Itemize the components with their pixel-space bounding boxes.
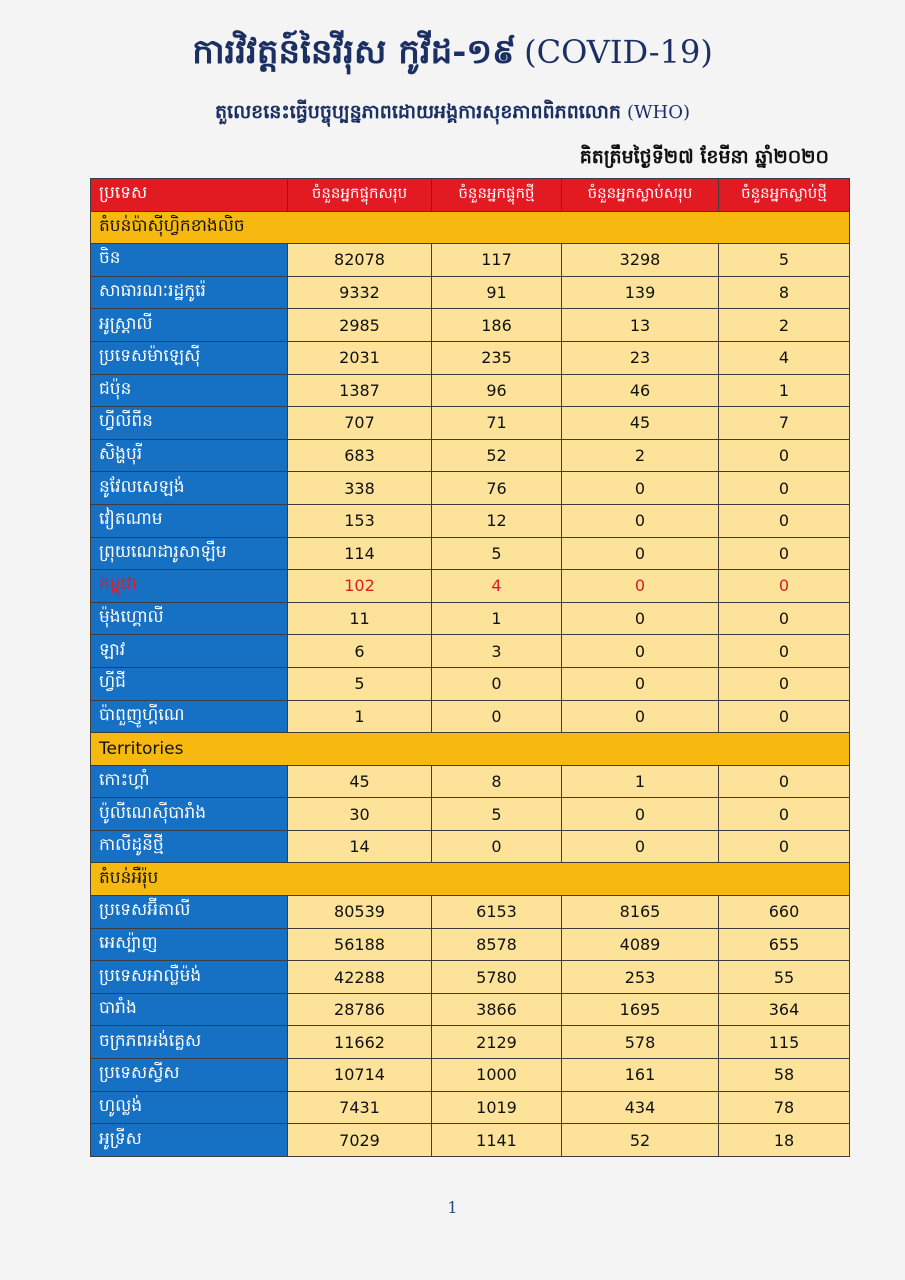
country-name: ប្រទេសអ៊ីតាលី [91, 896, 288, 929]
section-title: Territories [91, 733, 850, 766]
new-deaths-cell: 2 [719, 309, 850, 342]
total-deaths-cell: 0 [562, 570, 719, 603]
new-cases-cell: 0 [432, 667, 562, 700]
table-row [91, 961, 850, 994]
new-deaths-cell: 0 [719, 765, 850, 798]
total-cases-cell: 42288 [288, 961, 432, 994]
new-deaths-cell: 115 [719, 1026, 850, 1059]
country-name: បារាំង [91, 993, 288, 1026]
country-name: នូវែលសេឡង់ [91, 472, 288, 505]
new-deaths-cell: 55 [719, 961, 850, 994]
table-row [91, 309, 850, 342]
new-deaths-cell: 18 [719, 1124, 850, 1157]
total-deaths-cell: 23 [562, 341, 719, 374]
table-row [91, 1026, 850, 1059]
country-name: ប៉ូលីណេស៊ីបារាំង [91, 798, 288, 831]
new-deaths-cell: 78 [719, 1091, 850, 1124]
report-date: គិតត្រឹមថ្ងៃទី២៧ ខែមីនា ឆ្នាំ២០២០ [579, 146, 829, 168]
subtitle-latin: (WHO) [626, 102, 690, 123]
total-cases-cell: 45 [288, 765, 432, 798]
new-cases-cell: 3866 [432, 993, 562, 1026]
total-cases-cell: 102 [288, 570, 432, 603]
table-row [91, 993, 850, 1026]
section-row [91, 733, 850, 766]
table-row [91, 1059, 850, 1092]
table-row [91, 602, 850, 635]
new-cases-cell: 5 [432, 537, 562, 570]
table-row [91, 472, 850, 505]
new-deaths-cell: 0 [719, 439, 850, 472]
total-deaths-cell: 0 [562, 472, 719, 505]
table-row [91, 896, 850, 929]
new-deaths-cell: 660 [719, 896, 850, 929]
table-row [91, 537, 850, 570]
country-name: ហ្វីលីពីន [91, 407, 288, 440]
total-cases-cell: 153 [288, 504, 432, 537]
subtitle-khmer: តួលេខនេះធ្វើបច្ចុប្បន្នភាពដោយអង្គការសុខភាពពិភពលោក [215, 101, 621, 123]
new-cases-cell: 0 [432, 700, 562, 733]
total-deaths-cell: 2 [562, 439, 719, 472]
new-deaths-cell: 5 [719, 244, 850, 277]
table-row [91, 374, 850, 407]
country-name: ចិន [91, 244, 288, 277]
country-name: ប្រទេសស្វីស [91, 1059, 288, 1092]
table-row [91, 570, 850, 603]
total-deaths-cell: 253 [562, 961, 719, 994]
total-deaths-cell: 578 [562, 1026, 719, 1059]
new-cases-cell: 91 [432, 276, 562, 309]
new-deaths-cell: 0 [719, 635, 850, 668]
table-row [91, 439, 850, 472]
total-cases-cell: 1 [288, 700, 432, 733]
total-deaths-cell: 0 [562, 667, 719, 700]
total-deaths-cell: 434 [562, 1091, 719, 1124]
table-row [91, 700, 850, 733]
new-deaths-cell: 0 [719, 700, 850, 733]
new-deaths-cell: 655 [719, 928, 850, 961]
total-cases-cell: 80539 [288, 896, 432, 929]
new-deaths-cell: 0 [719, 602, 850, 635]
page-subtitle [0, 100, 905, 128]
total-deaths-cell: 0 [562, 537, 719, 570]
new-cases-cell: 76 [432, 472, 562, 505]
table-row [91, 798, 850, 831]
country-name: ប្រទេសអាល្លឺម៉ង់ [91, 961, 288, 994]
total-cases-cell: 82078 [288, 244, 432, 277]
new-cases-cell: 1019 [432, 1091, 562, 1124]
country-name: ហូល្លង់ [91, 1091, 288, 1124]
table-body [91, 211, 850, 1156]
table-row [91, 244, 850, 277]
new-deaths-cell: 364 [719, 993, 850, 1026]
total-cases-cell: 11 [288, 602, 432, 635]
new-cases-cell: 52 [432, 439, 562, 472]
total-deaths-cell: 52 [562, 1124, 719, 1157]
new-deaths-cell: 1 [719, 374, 850, 407]
total-deaths-cell: 0 [562, 830, 719, 863]
total-cases-cell: 114 [288, 537, 432, 570]
table-row [91, 928, 850, 961]
total-deaths-cell: 0 [562, 635, 719, 668]
total-cases-cell: 9332 [288, 276, 432, 309]
new-cases-cell: 0 [432, 830, 562, 863]
country-name: ប៉ាពួញូហ្គីណេ [91, 700, 288, 733]
total-deaths-cell: 4089 [562, 928, 719, 961]
table-row [91, 1091, 850, 1124]
new-deaths-cell: 0 [719, 667, 850, 700]
table-row [91, 765, 850, 798]
new-deaths-cell: 0 [719, 830, 850, 863]
total-deaths-cell: 0 [562, 798, 719, 831]
new-cases-cell: 71 [432, 407, 562, 440]
country-name: សាធារណៈរដ្ឋកូរ៉េ [91, 276, 288, 309]
total-deaths-cell: 161 [562, 1059, 719, 1092]
total-deaths-cell: 1695 [562, 993, 719, 1026]
new-deaths-cell: 0 [719, 570, 850, 603]
country-name: ចក្រភពអង់គ្លេស [91, 1026, 288, 1059]
country-name: ប្រទេសម៉ាឡេស៊ី [91, 341, 288, 374]
total-cases-cell: 11662 [288, 1026, 432, 1059]
new-cases-cell: 6153 [432, 896, 562, 929]
page-number: 1 [447, 1198, 458, 1217]
title-latin: (COVID-19) [524, 33, 713, 71]
new-deaths-cell: 0 [719, 798, 850, 831]
total-cases-cell: 56188 [288, 928, 432, 961]
total-deaths-cell: 1 [562, 765, 719, 798]
country-name: ជប៉ុន [91, 374, 288, 407]
section-row [91, 211, 850, 244]
total-cases-cell: 6 [288, 635, 432, 668]
table-row [91, 1124, 850, 1157]
country-name: អូទ្រីស [91, 1124, 288, 1157]
column-header-new-deaths: ចំនួនអ្នកស្លាប់ថ្មី [719, 179, 850, 212]
new-cases-cell: 12 [432, 504, 562, 537]
country-name: អូស្ត្រាលី [91, 309, 288, 342]
new-deaths-cell: 4 [719, 341, 850, 374]
total-cases-cell: 1387 [288, 374, 432, 407]
new-cases-cell: 117 [432, 244, 562, 277]
column-header-total-deaths: ចំនួនអ្នកស្លាប់សរុប [562, 179, 719, 212]
total-deaths-cell: 3298 [562, 244, 719, 277]
total-cases-cell: 28786 [288, 993, 432, 1026]
total-deaths-cell: 0 [562, 700, 719, 733]
table-row [91, 276, 850, 309]
page-title [0, 30, 905, 80]
section-row [91, 863, 850, 896]
table-row [91, 504, 850, 537]
new-deaths-cell: 0 [719, 504, 850, 537]
country-name: វៀតណាម [91, 504, 288, 537]
total-cases-cell: 7029 [288, 1124, 432, 1157]
new-cases-cell: 1000 [432, 1059, 562, 1092]
total-cases-cell: 5 [288, 667, 432, 700]
new-deaths-cell: 7 [719, 407, 850, 440]
total-cases-cell: 338 [288, 472, 432, 505]
new-cases-cell: 1 [432, 602, 562, 635]
total-deaths-cell: 8165 [562, 896, 719, 929]
title-khmer: ការវិវត្តន៍នៃវីរុស កូវីដ-១៩ [192, 32, 517, 72]
new-cases-cell: 3 [432, 635, 562, 668]
table-header-row [91, 179, 850, 212]
country-name: ម៉ុងហ្គោលី [91, 602, 288, 635]
new-cases-cell: 1141 [432, 1124, 562, 1157]
new-cases-cell: 235 [432, 341, 562, 374]
total-cases-cell: 683 [288, 439, 432, 472]
covid-stats-table [90, 178, 850, 1157]
total-deaths-cell: 139 [562, 276, 719, 309]
total-deaths-cell: 0 [562, 602, 719, 635]
total-cases-cell: 30 [288, 798, 432, 831]
new-cases-cell: 2129 [432, 1026, 562, 1059]
new-cases-cell: 5780 [432, 961, 562, 994]
country-name: ព្រុយណេដារូសាឡឹម [91, 537, 288, 570]
column-header-total-cases: ចំនួនអ្នកផ្ទុកសរុប [288, 179, 432, 212]
new-cases-cell: 5 [432, 798, 562, 831]
table-row [91, 830, 850, 863]
new-deaths-cell: 0 [719, 537, 850, 570]
country-name: កាលីដូនីថ្មី [91, 830, 288, 863]
total-cases-cell: 707 [288, 407, 432, 440]
country-name: ហ្វីជី [91, 667, 288, 700]
new-cases-cell: 8 [432, 765, 562, 798]
new-cases-cell: 186 [432, 309, 562, 342]
column-header-new-cases: ចំនួនអ្នកផ្ទុកថ្មី [432, 179, 562, 212]
table-row [91, 407, 850, 440]
section-title: តំបន់អឺរ៉ុប [91, 863, 850, 896]
country-name: ឡាវ [91, 635, 288, 668]
new-deaths-cell: 8 [719, 276, 850, 309]
new-deaths-cell: 0 [719, 472, 850, 505]
new-deaths-cell: 58 [719, 1059, 850, 1092]
total-deaths-cell: 45 [562, 407, 719, 440]
table-row [91, 341, 850, 374]
total-cases-cell: 2031 [288, 341, 432, 374]
total-cases-cell: 14 [288, 830, 432, 863]
new-cases-cell: 96 [432, 374, 562, 407]
total-cases-cell: 2985 [288, 309, 432, 342]
total-deaths-cell: 0 [562, 504, 719, 537]
section-title: តំបន់ប៉ាស៊ីហ្វិកខាងលិច [91, 211, 850, 244]
country-name: សិង្ហបុរី [91, 439, 288, 472]
country-name: កម្ពុជា [91, 570, 288, 603]
total-cases-cell: 7431 [288, 1091, 432, 1124]
column-header-country: ប្រទេស [91, 179, 288, 212]
table-row [91, 635, 850, 668]
total-cases-cell: 10714 [288, 1059, 432, 1092]
new-cases-cell: 8578 [432, 928, 562, 961]
table-row [91, 667, 850, 700]
new-cases-cell: 4 [432, 570, 562, 603]
total-deaths-cell: 13 [562, 309, 719, 342]
country-name: អេស្ប៉ាញ [91, 928, 288, 961]
country-name: កោះហ្គាំ [91, 765, 288, 798]
total-deaths-cell: 46 [562, 374, 719, 407]
